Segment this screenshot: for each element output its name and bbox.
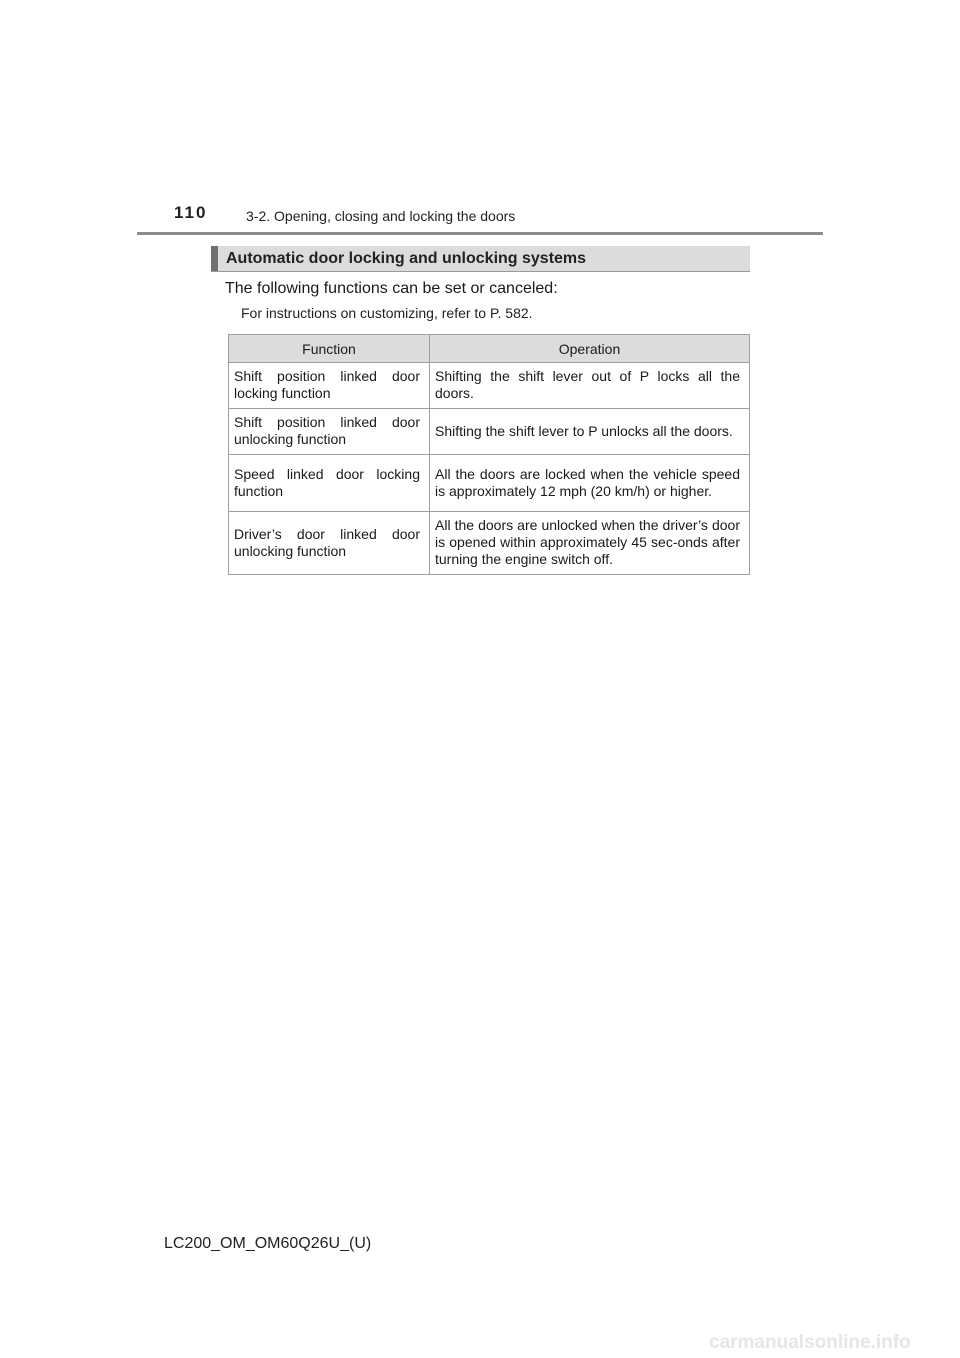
table-header-row bbox=[229, 335, 750, 363]
function-cell: Speed linked door locking function bbox=[229, 455, 430, 512]
operation-cell: Shifting the shift lever to P unlocks all the doors. bbox=[430, 409, 750, 455]
operation-cell: All the doors are unlocked when the driver’s door is opened within approximately 45 sec-onds after turning the engine switch off. bbox=[430, 512, 750, 575]
header-rule bbox=[137, 232, 823, 235]
operation-cell: All the doors are locked when the vehicle speed is approximately 12 mph (20 km/h) or higher. bbox=[430, 455, 750, 512]
operation-cell: Shifting the shift lever out of P locks all the doors. bbox=[430, 363, 750, 409]
heading-accent-bar bbox=[211, 246, 218, 271]
watermark: carmanualsonline.info bbox=[709, 1332, 911, 1353]
customizing-note: For instructions on customizing, refer to P. 582. bbox=[241, 305, 533, 321]
table-row bbox=[229, 409, 750, 455]
column-header-function: Function bbox=[229, 335, 430, 363]
function-cell: Shift position linked door unlocking function bbox=[229, 409, 430, 455]
intro-text: The following functions can be set or canceled: bbox=[225, 280, 558, 297]
section-title: 3-2. Opening, closing and locking the doors bbox=[246, 208, 516, 224]
column-header-operation: Operation bbox=[430, 335, 750, 363]
table-row bbox=[229, 512, 750, 575]
section-heading: Automatic door locking and unlocking systems bbox=[226, 250, 587, 267]
page-number: 110 bbox=[174, 203, 208, 222]
table-row bbox=[229, 455, 750, 512]
section-heading-box bbox=[211, 246, 750, 272]
function-table bbox=[228, 334, 750, 575]
table-row bbox=[229, 363, 750, 409]
function-cell: Driver’s door linked door unlocking function bbox=[229, 512, 430, 575]
function-cell: Shift position linked door locking function bbox=[229, 363, 430, 409]
document-code: LC200_OM_OM60Q26U_(U) bbox=[164, 1235, 372, 1252]
